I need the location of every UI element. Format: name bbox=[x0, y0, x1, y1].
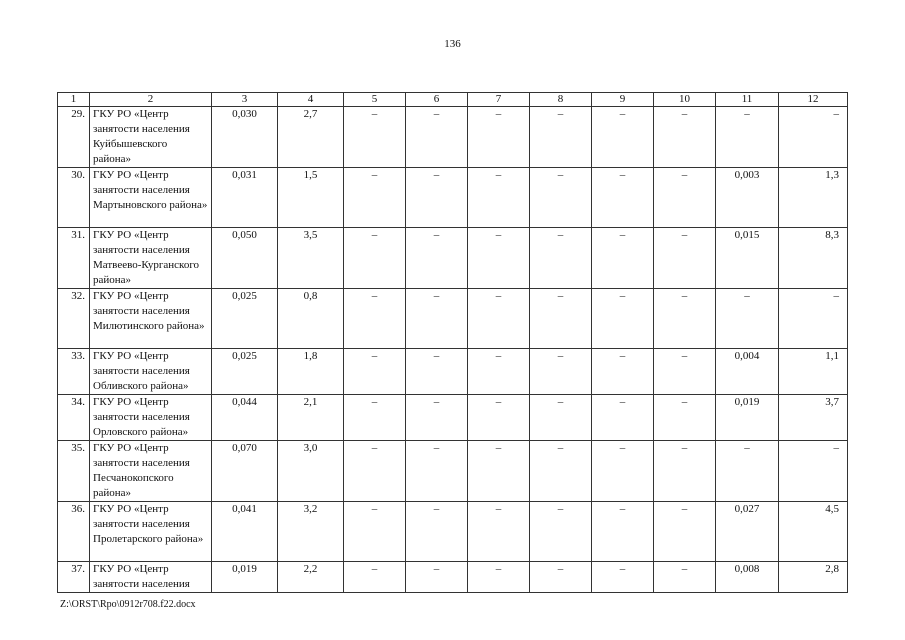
table-cell-c6: – bbox=[406, 168, 468, 228]
file-path-footer: Z:\ORST\Rpo\0912r708.f22.docx bbox=[60, 599, 196, 610]
table-cell-c5: – bbox=[344, 349, 406, 395]
table-cell-c10: – bbox=[654, 168, 716, 228]
column-header: 1 bbox=[58, 93, 90, 107]
table-cell-c7: – bbox=[468, 228, 530, 289]
table-cell-c4: 1,5 bbox=[278, 168, 344, 228]
table-cell-c8: – bbox=[530, 395, 592, 441]
table-cell-c11: – bbox=[716, 441, 779, 502]
table-cell-c5: – bbox=[344, 441, 406, 502]
table-cell-c8: – bbox=[530, 228, 592, 289]
table-cell-c5: – bbox=[344, 395, 406, 441]
table-cell-c4: 2,1 bbox=[278, 395, 344, 441]
table-cell-c10: – bbox=[654, 228, 716, 289]
table-cell-name: ГКУ РО «Центр занятости населения Матвеево-Курганского района» bbox=[90, 228, 212, 289]
table-cell-c3: 0,050 bbox=[212, 228, 278, 289]
table-cell-c4: 2,7 bbox=[278, 107, 344, 168]
column-header: 5 bbox=[344, 93, 406, 107]
table-cell-c11: 0,008 bbox=[716, 562, 779, 593]
table-cell-c5: – bbox=[344, 502, 406, 562]
table-cell-c3: 0,030 bbox=[212, 107, 278, 168]
table-cell-c8: – bbox=[530, 502, 592, 562]
table-cell-num: 34. bbox=[58, 395, 90, 441]
table-cell-c8: – bbox=[530, 349, 592, 395]
table-cell-num: 37. bbox=[58, 562, 90, 593]
column-header: 12 bbox=[779, 93, 848, 107]
table-cell-c4: 3,2 bbox=[278, 502, 344, 562]
column-header: 8 bbox=[530, 93, 592, 107]
table-cell-num: 32. bbox=[58, 289, 90, 349]
header-row bbox=[58, 93, 848, 107]
table-row bbox=[58, 228, 848, 289]
table-cell-c4: 3,0 bbox=[278, 441, 344, 502]
table-cell-c4: 0,8 bbox=[278, 289, 344, 349]
table-cell-c12: 2,8 bbox=[779, 562, 848, 593]
table-cell-c11: 0,004 bbox=[716, 349, 779, 395]
table-cell-num: 30. bbox=[58, 168, 90, 228]
column-header: 11 bbox=[716, 93, 779, 107]
table-cell-c6: – bbox=[406, 562, 468, 593]
table-cell-c10: – bbox=[654, 502, 716, 562]
table-row bbox=[58, 441, 848, 502]
table-cell-c11: 0,003 bbox=[716, 168, 779, 228]
table-row bbox=[58, 168, 848, 228]
table-cell-name: ГКУ РО «Центр занятости населения Мартыновского района» bbox=[90, 168, 212, 228]
table-cell-c11: 0,015 bbox=[716, 228, 779, 289]
column-header: 2 bbox=[90, 93, 212, 107]
table-cell-c12: 1,3 bbox=[779, 168, 848, 228]
data-table bbox=[57, 92, 848, 593]
table-cell-c12: 4,5 bbox=[779, 502, 848, 562]
table-cell-c10: – bbox=[654, 107, 716, 168]
table-row bbox=[58, 502, 848, 562]
table-cell-num: 35. bbox=[58, 441, 90, 502]
table-cell-c9: – bbox=[592, 349, 654, 395]
table-cell-c9: – bbox=[592, 502, 654, 562]
table-cell-c10: – bbox=[654, 441, 716, 502]
table-cell-c7: – bbox=[468, 562, 530, 593]
page-number: 136 bbox=[444, 38, 461, 50]
table-cell-c12: 3,7 bbox=[779, 395, 848, 441]
table-cell-c7: – bbox=[468, 395, 530, 441]
table-cell-name: ГКУ РО «Центр занятости населения Милютинского района» bbox=[90, 289, 212, 349]
table-cell-c6: – bbox=[406, 107, 468, 168]
table-cell-c6: – bbox=[406, 502, 468, 562]
column-header: 9 bbox=[592, 93, 654, 107]
table-cell-c6: – bbox=[406, 441, 468, 502]
table-cell-c7: – bbox=[468, 349, 530, 395]
table-cell-c7: – bbox=[468, 289, 530, 349]
table-cell-c8: – bbox=[530, 562, 592, 593]
table-cell-c10: – bbox=[654, 562, 716, 593]
table-cell-c6: – bbox=[406, 228, 468, 289]
column-header: 3 bbox=[212, 93, 278, 107]
table-cell-c6: – bbox=[406, 289, 468, 349]
table-row bbox=[58, 562, 848, 593]
table-cell-c5: – bbox=[344, 107, 406, 168]
table-cell-c8: – bbox=[530, 289, 592, 349]
table-cell-c5: – bbox=[344, 562, 406, 593]
table-row bbox=[58, 395, 848, 441]
table-cell-c12: 8,3 bbox=[779, 228, 848, 289]
table-cell-name: ГКУ РО «Центр занятости населения Обливского района» bbox=[90, 349, 212, 395]
table-cell-c9: – bbox=[592, 107, 654, 168]
table-cell-c10: – bbox=[654, 395, 716, 441]
table-cell-c3: 0,019 bbox=[212, 562, 278, 593]
table-row bbox=[58, 107, 848, 168]
table-row bbox=[58, 349, 848, 395]
table-cell-c11: 0,027 bbox=[716, 502, 779, 562]
column-header: 4 bbox=[278, 93, 344, 107]
table-cell-c7: – bbox=[468, 107, 530, 168]
table-cell-c6: – bbox=[406, 395, 468, 441]
table-cell-c7: – bbox=[468, 502, 530, 562]
table-cell-c12: – bbox=[779, 441, 848, 502]
table-body bbox=[58, 107, 848, 593]
table-cell-c3: 0,041 bbox=[212, 502, 278, 562]
table-cell-c9: – bbox=[592, 228, 654, 289]
table-cell-c6: – bbox=[406, 349, 468, 395]
table-cell-name: ГКУ РО «Центр занятости населения bbox=[90, 562, 212, 593]
table-cell-c10: – bbox=[654, 349, 716, 395]
table-cell-name: ГКУ РО «Центр занятости населения Орловского района» bbox=[90, 395, 212, 441]
table-cell-c8: – bbox=[530, 441, 592, 502]
table-cell-c5: – bbox=[344, 289, 406, 349]
table-cell-c3: 0,031 bbox=[212, 168, 278, 228]
table-cell-c5: – bbox=[344, 168, 406, 228]
table-cell-c9: – bbox=[592, 441, 654, 502]
table-cell-c3: 0,025 bbox=[212, 289, 278, 349]
table-cell-c9: – bbox=[592, 395, 654, 441]
table-cell-c8: – bbox=[530, 168, 592, 228]
table-cell-c9: – bbox=[592, 562, 654, 593]
table-cell-c12: – bbox=[779, 289, 848, 349]
table-cell-c9: – bbox=[592, 168, 654, 228]
column-header: 6 bbox=[406, 93, 468, 107]
table-cell-c5: – bbox=[344, 228, 406, 289]
table-cell-num: 31. bbox=[58, 228, 90, 289]
table-cell-name: ГКУ РО «Центр занятости населения Пролетарского района» bbox=[90, 502, 212, 562]
table-cell-c11: 0,019 bbox=[716, 395, 779, 441]
table-cell-num: 33. bbox=[58, 349, 90, 395]
table-cell-num: 36. bbox=[58, 502, 90, 562]
table-cell-num: 29. bbox=[58, 107, 90, 168]
column-header: 10 bbox=[654, 93, 716, 107]
table-cell-c7: – bbox=[468, 441, 530, 502]
table-cell-c8: – bbox=[530, 107, 592, 168]
table-cell-c3: 0,070 bbox=[212, 441, 278, 502]
table-cell-c4: 3,5 bbox=[278, 228, 344, 289]
table-cell-c7: – bbox=[468, 168, 530, 228]
table-cell-c3: 0,025 bbox=[212, 349, 278, 395]
table-cell-c3: 0,044 bbox=[212, 395, 278, 441]
table-cell-c10: – bbox=[654, 289, 716, 349]
table-cell-c9: – bbox=[592, 289, 654, 349]
table-row bbox=[58, 289, 848, 349]
table-cell-name: ГКУ РО «Центр занятости населения Куйбышевского района» bbox=[90, 107, 212, 168]
column-header: 7 bbox=[468, 93, 530, 107]
table-cell-c11: – bbox=[716, 107, 779, 168]
table-cell-c11: – bbox=[716, 289, 779, 349]
table-cell-name: ГКУ РО «Центр занятости населения Песчанокопского района» bbox=[90, 441, 212, 502]
table-cell-c12: 1,1 bbox=[779, 349, 848, 395]
table-cell-c12: – bbox=[779, 107, 848, 168]
table-cell-c4: 1,8 bbox=[278, 349, 344, 395]
table-cell-c4: 2,2 bbox=[278, 562, 344, 593]
